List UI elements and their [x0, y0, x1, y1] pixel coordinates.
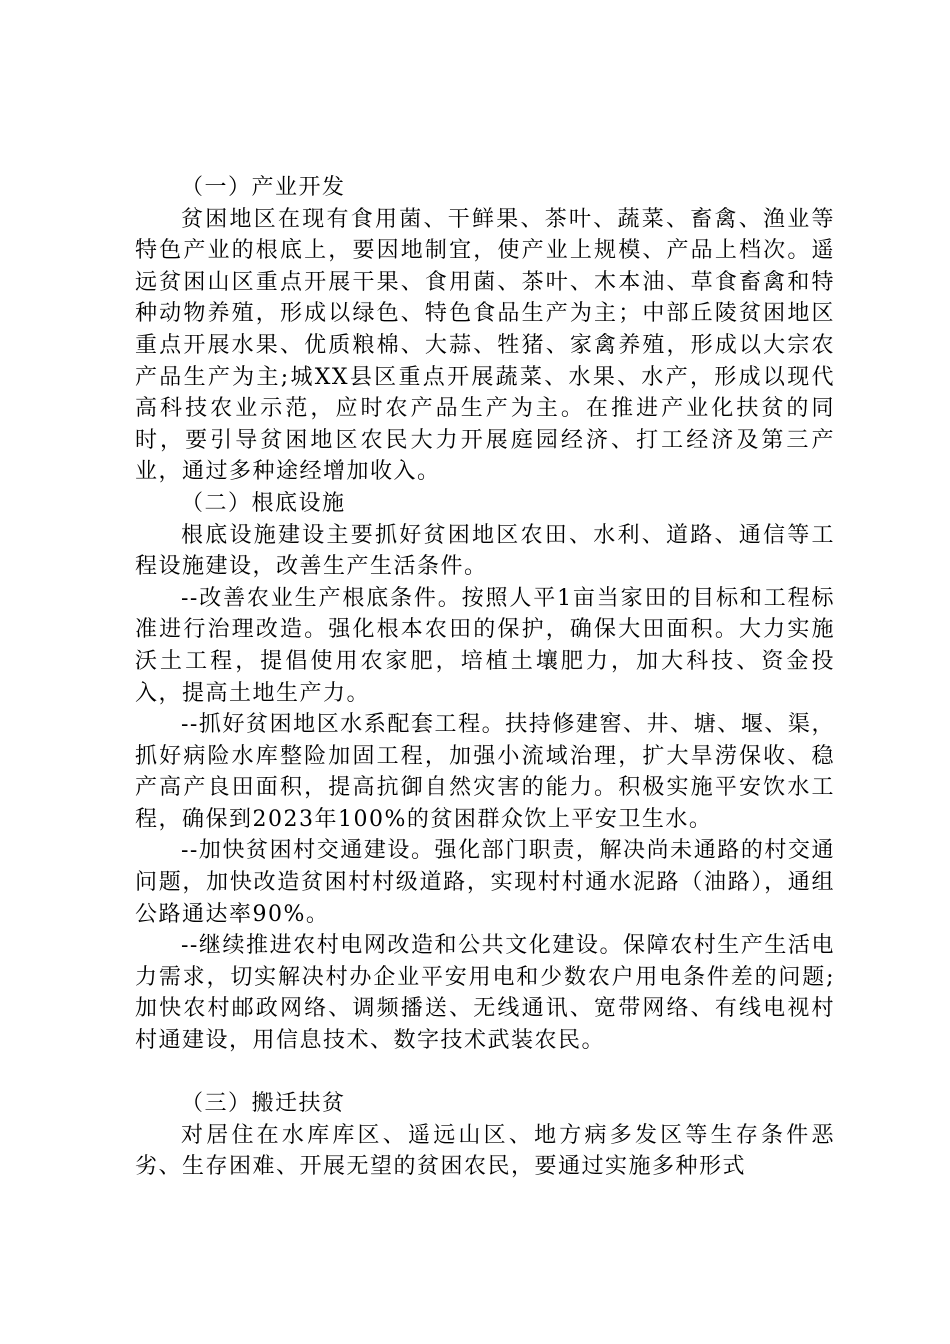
- paragraph-water: --抓好贫困地区水系配套工程。扶持修建窖、井、塘、堰、渠，抓好病险水库整险加固工程，加强小流域治理，扩大旱涝保收、稳产高产良田面积，提高抗御自然灾害的能力。积极实施平安饮水工程，确保到2023年100%的贫困群众饮上平安卫生水。: [135, 712, 835, 832]
- section-heading-relocation: （三）搬迁扶贫: [181, 1091, 346, 1117]
- document-body: [135, 172, 835, 1183]
- paragraph-transport: --加快贫困村交通建设。强化部门职责，解决尚未通路的村交通问题，加快改造贫困村村级道路，实现村村通水泥路（油路），通组公路通达率90%。: [135, 838, 835, 927]
- section-heading-infrastructure: （二）根底设施: [181, 490, 346, 516]
- paragraph-industry: 贫困地区在现有食用菌、干鲜果、茶叶、蔬菜、畜禽、渔业等特色产业的根底上，要因地制宜，使产业上规模、产品上档次。遥远贫困山区重点开展干果、食用菌、茶叶、木本油、草食畜禽和特种动物养殖，形成以绿色、特色食品生产为主；中部丘陵贫困地区重点开展水果、优质粮棉、大蒜、牲猪、家禽养殖，形成以大宗农产品生产为主;城XX县区重点开展蔬菜、水果、水产，形成以现代高科技农业示范，应时农产品生产为主。在推进产业化扶贫的同时，要引导贫困地区农民大力开展庭园经济、打工经济及第三产业，通过多种途经增加收入。: [135, 206, 835, 485]
- paragraph-farmland: --改善农业生产根底条件。按照人平1亩当家田的目标和工程标准进行治理改造。强化根本农田的保护，确保大田面积。大力实施沃土工程，提倡使用农家肥，培植土壤肥力，加大科技、资金投入，提高土地生产力。: [135, 585, 835, 706]
- paragraph-relocation: 对居住在水库库区、遥远山区、地方病多发区等生存条件恶劣、生存困难、开展无望的贫困农民，要通过实施多种形式: [135, 1122, 835, 1180]
- paragraph-power-culture: --继续推进农村电网改造和公共文化建设。保障农村生产生活电力需求，切实解决村办企业平安用电和少数农户用电条件差的问题;加快农村邮政网络、调频播送、无线通讯、宽带网络、有线电视村村通建设，用信息技术、数字技术武装农民。: [135, 933, 835, 1054]
- blank-line: [135, 1057, 835, 1089]
- section-heading-industry: （一）产业开发: [181, 175, 346, 200]
- paragraph-infrastructure-intro: 根底设施建设主要抓好贫困地区农田、水利、道路、通信等工程设施建设，改善生产生活条件。: [135, 522, 835, 580]
